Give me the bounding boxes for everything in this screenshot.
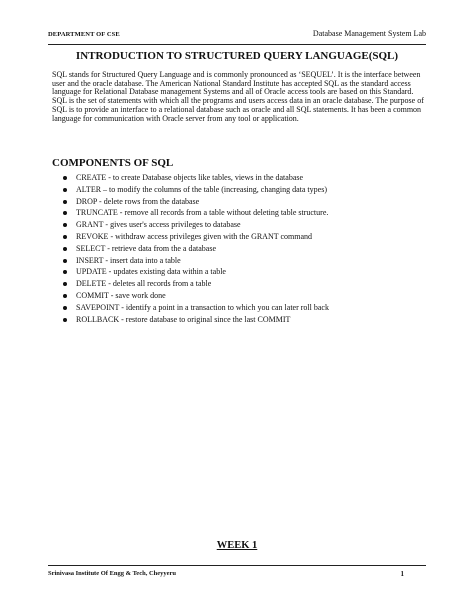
list-item: [62, 231, 422, 243]
list-item-text: INSERT - insert data into a table: [76, 255, 181, 265]
list-item-text: CREATE - to create Database objects like tables, views in the database: [76, 173, 304, 182]
components-heading: COMPONENTS OF SQL: [52, 157, 174, 169]
list-item-text: SAVEPOINT - identify a point in a transaction to which you can later roll back: [76, 302, 329, 312]
bullet-icon: [63, 259, 67, 263]
list-item: [62, 314, 422, 326]
page-number: 1: [400, 570, 404, 578]
bullet-icon: [63, 318, 67, 322]
bullet-icon: [63, 176, 67, 180]
intro-paragraph-2: SQL is the set of statements with which all the programs and users access data in an oracle database. The purpose of SQL is to provide an interface to a relational database such as oracle and all SQL statements. It has been a common language for communication with Oracle server from any tool or application.: [52, 96, 424, 123]
list-item: [62, 196, 422, 208]
bullet-icon: [63, 188, 67, 192]
bullet-icon: [63, 247, 67, 251]
list-item-text: UPDATE - updates existing data within a table: [76, 267, 226, 277]
bullet-icon: [63, 200, 67, 204]
intro-text: [52, 71, 432, 123]
bullet-icon: [63, 270, 67, 274]
list-item: [62, 207, 422, 219]
intro-paragraph-1: SQL stands for Structured Query Language and is commonly pronounced as ‘SEQUEL’. It is the interface between user and the oracle database. The American National Standard Institute has accepted SQL as the standard access language for Relational Database management Systems and all of Oracle access tools are based on this Standard.: [52, 70, 421, 97]
document-title: INTRODUCTION TO STRUCTURED QUERY LANGUAGE(SQL): [75, 50, 399, 62]
list-item-text: DROP - delete rows from the database: [76, 196, 200, 206]
list-item: [62, 184, 422, 196]
list-item-text: COMMIT - save work done: [76, 290, 166, 300]
department-label: DEPARTMENT OF CSE: [48, 31, 120, 38]
bullet-icon: [63, 235, 67, 239]
bullet-icon: [63, 294, 67, 298]
list-item-text: SELECT - retrieve data from the a database: [76, 243, 217, 253]
bullet-icon: [63, 211, 67, 215]
list-item: [62, 255, 422, 267]
list-item: [62, 302, 422, 314]
list-item: [62, 278, 422, 290]
list-item: [62, 243, 422, 255]
list-item-text: REVOKE - withdraw access privileges given with the GRANT command: [76, 231, 313, 241]
header-divider: [48, 44, 426, 45]
list-item-text: ROLLBACK - restore database to original since the last COMMIT: [76, 314, 291, 324]
week-heading: WEEK 1: [216, 540, 258, 551]
list-item-text: DELETE - deletes all records from a table: [76, 279, 212, 289]
list-item-text: TRUNCATE - remove all records from a table without deleting table structure.: [76, 208, 329, 218]
bullet-icon: [63, 282, 67, 286]
components-list: [62, 172, 422, 325]
page-header: [48, 29, 426, 43]
list-item: [62, 172, 422, 184]
institute-name: Srinivasa Institute Of Engg & Tech, Cheyyeru: [48, 570, 177, 577]
lab-title: Database Management System Lab: [312, 29, 426, 38]
list-item: [62, 219, 422, 231]
bullet-icon: [63, 223, 67, 227]
list-item: [62, 266, 422, 278]
footer-divider: [48, 565, 426, 566]
list-item-text: GRANT - gives user's access privileges to database: [76, 220, 241, 230]
bullet-icon: [63, 306, 67, 310]
list-item: [62, 290, 422, 302]
list-item-text: ALTER – to modify the columns of the table (increasing, changing data types): [76, 184, 327, 194]
